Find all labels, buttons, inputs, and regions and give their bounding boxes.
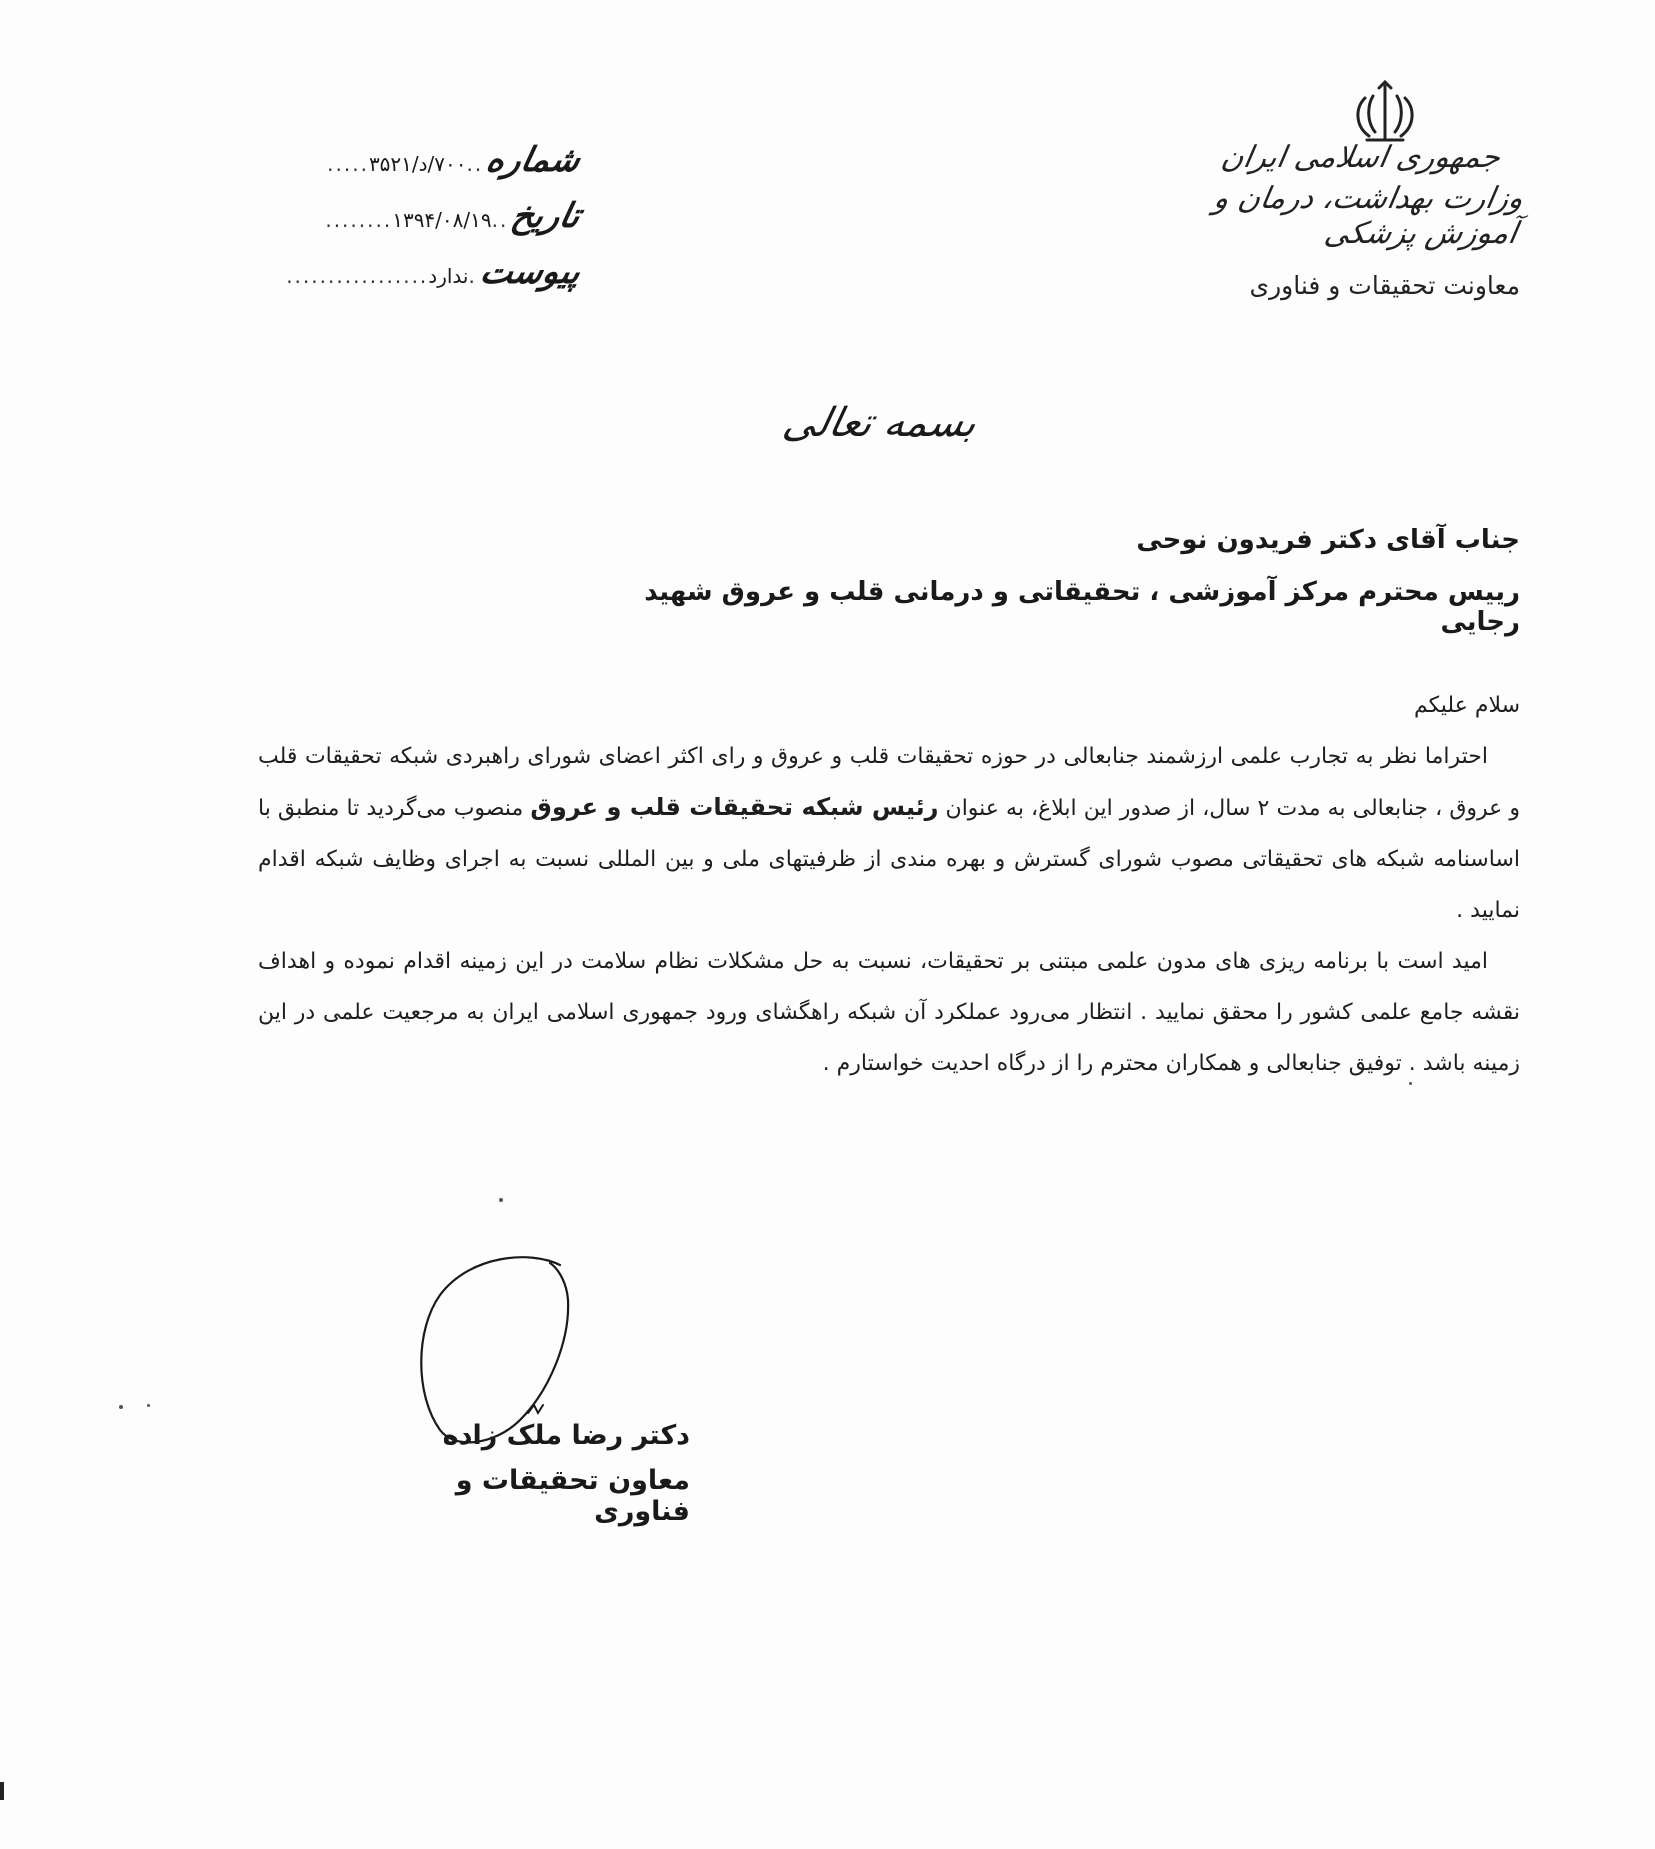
letter-meta bbox=[270, 140, 585, 308]
deputy-office: معاونت تحقیقات و فناوری bbox=[1249, 271, 1520, 300]
dots: . bbox=[468, 264, 477, 288]
country-name: جمهوری اسلامی ایران bbox=[1218, 140, 1504, 175]
dots: .. bbox=[466, 152, 484, 176]
ministry-header bbox=[1190, 140, 1527, 300]
attachment-label: پیوست bbox=[476, 252, 585, 292]
scan-edge-mark bbox=[0, 1782, 4, 1800]
paragraph-1-text-cont: منصوب می‌گردید تا منطبق با اساسنامه شبکه های تحقیقاتی مصوب شورای گسترش و بهره مندی از ظرفیتهای ملی و بین المللی نسبت به اجرای وظایف شبکه اقدام نمایید . bbox=[258, 796, 1520, 923]
date-row bbox=[270, 196, 585, 252]
signer-title: معاون تحقیقات و فناوری bbox=[455, 1465, 690, 1527]
appointment-title: رئیس شبکه تحقیقات قلب و عروق bbox=[530, 793, 939, 821]
attachment-value: ندارد bbox=[428, 264, 469, 288]
greeting: سلام علیکم bbox=[1413, 693, 1520, 718]
dots: .. bbox=[491, 208, 509, 232]
date-value: ۱۳۹۴/۰۸/۱۹ bbox=[392, 208, 492, 232]
iran-emblem-icon bbox=[1345, 78, 1425, 148]
addressee bbox=[620, 525, 1520, 637]
signer-block bbox=[410, 1420, 690, 1527]
ministry-name: وزارت بهداشت، درمان و آموزش پزشکی bbox=[1211, 181, 1527, 251]
number-row bbox=[270, 140, 585, 196]
number-label: شماره bbox=[482, 140, 585, 180]
dots: ................. bbox=[286, 264, 429, 288]
letter-body bbox=[258, 680, 1520, 1089]
paragraph-1-text: احتراما نظر به تجارب علمی ارزشمند جنابعالی در حوزه تحقیقات قلب و عروق و رای اکثر اعضای شورای راهبردی شبکه تحقیقات قلب و عروق ، جنابعالی به مدت ۲ سال، از صدور این ابلاغ، به عنوان bbox=[258, 744, 1520, 821]
attachment-row bbox=[270, 252, 585, 308]
paragraph-1 bbox=[258, 731, 1520, 936]
scan-speck bbox=[147, 1404, 150, 1407]
date-label: تاریخ bbox=[508, 196, 585, 236]
addressee-name: جناب آقای دکتر فریدون نوحی bbox=[1136, 525, 1520, 555]
scan-speck bbox=[1409, 1082, 1412, 1085]
basmala-heading: بسمه تعالی bbox=[778, 400, 982, 446]
scan-speck bbox=[119, 1405, 123, 1409]
dots: ........ bbox=[325, 208, 393, 232]
signer-name: دکتر رضا ملک زاده bbox=[442, 1420, 690, 1451]
dots: ..... bbox=[327, 152, 369, 176]
paragraph-2: امید است با برنامه ریزی های مدون علمی مبتنی بر تحقیقات، نسبت به حل مشکلات نظام سلامت در این زمینه اقدام نموده و اهداف نقشه جامع علمی کشور را محقق نمایید . انتظار می‌رود عملکرد آن شبکه راهگشای ورود جمهوری اسلامی ایران به مرجعیت علمی در این زمینه باشد . توفیق جنابعالی و همکاران محترم را از درگاه احدیت خواستارم . bbox=[258, 949, 1520, 1076]
scan-speck bbox=[499, 1198, 503, 1202]
number-value: ۷۰۰/د/۳۵۲۱ bbox=[368, 152, 467, 176]
addressee-position: رییس محترم مرکز آموزشی ، تحقیقاتی و درمانی قلب و عروق شهید رجایی bbox=[644, 577, 1520, 637]
